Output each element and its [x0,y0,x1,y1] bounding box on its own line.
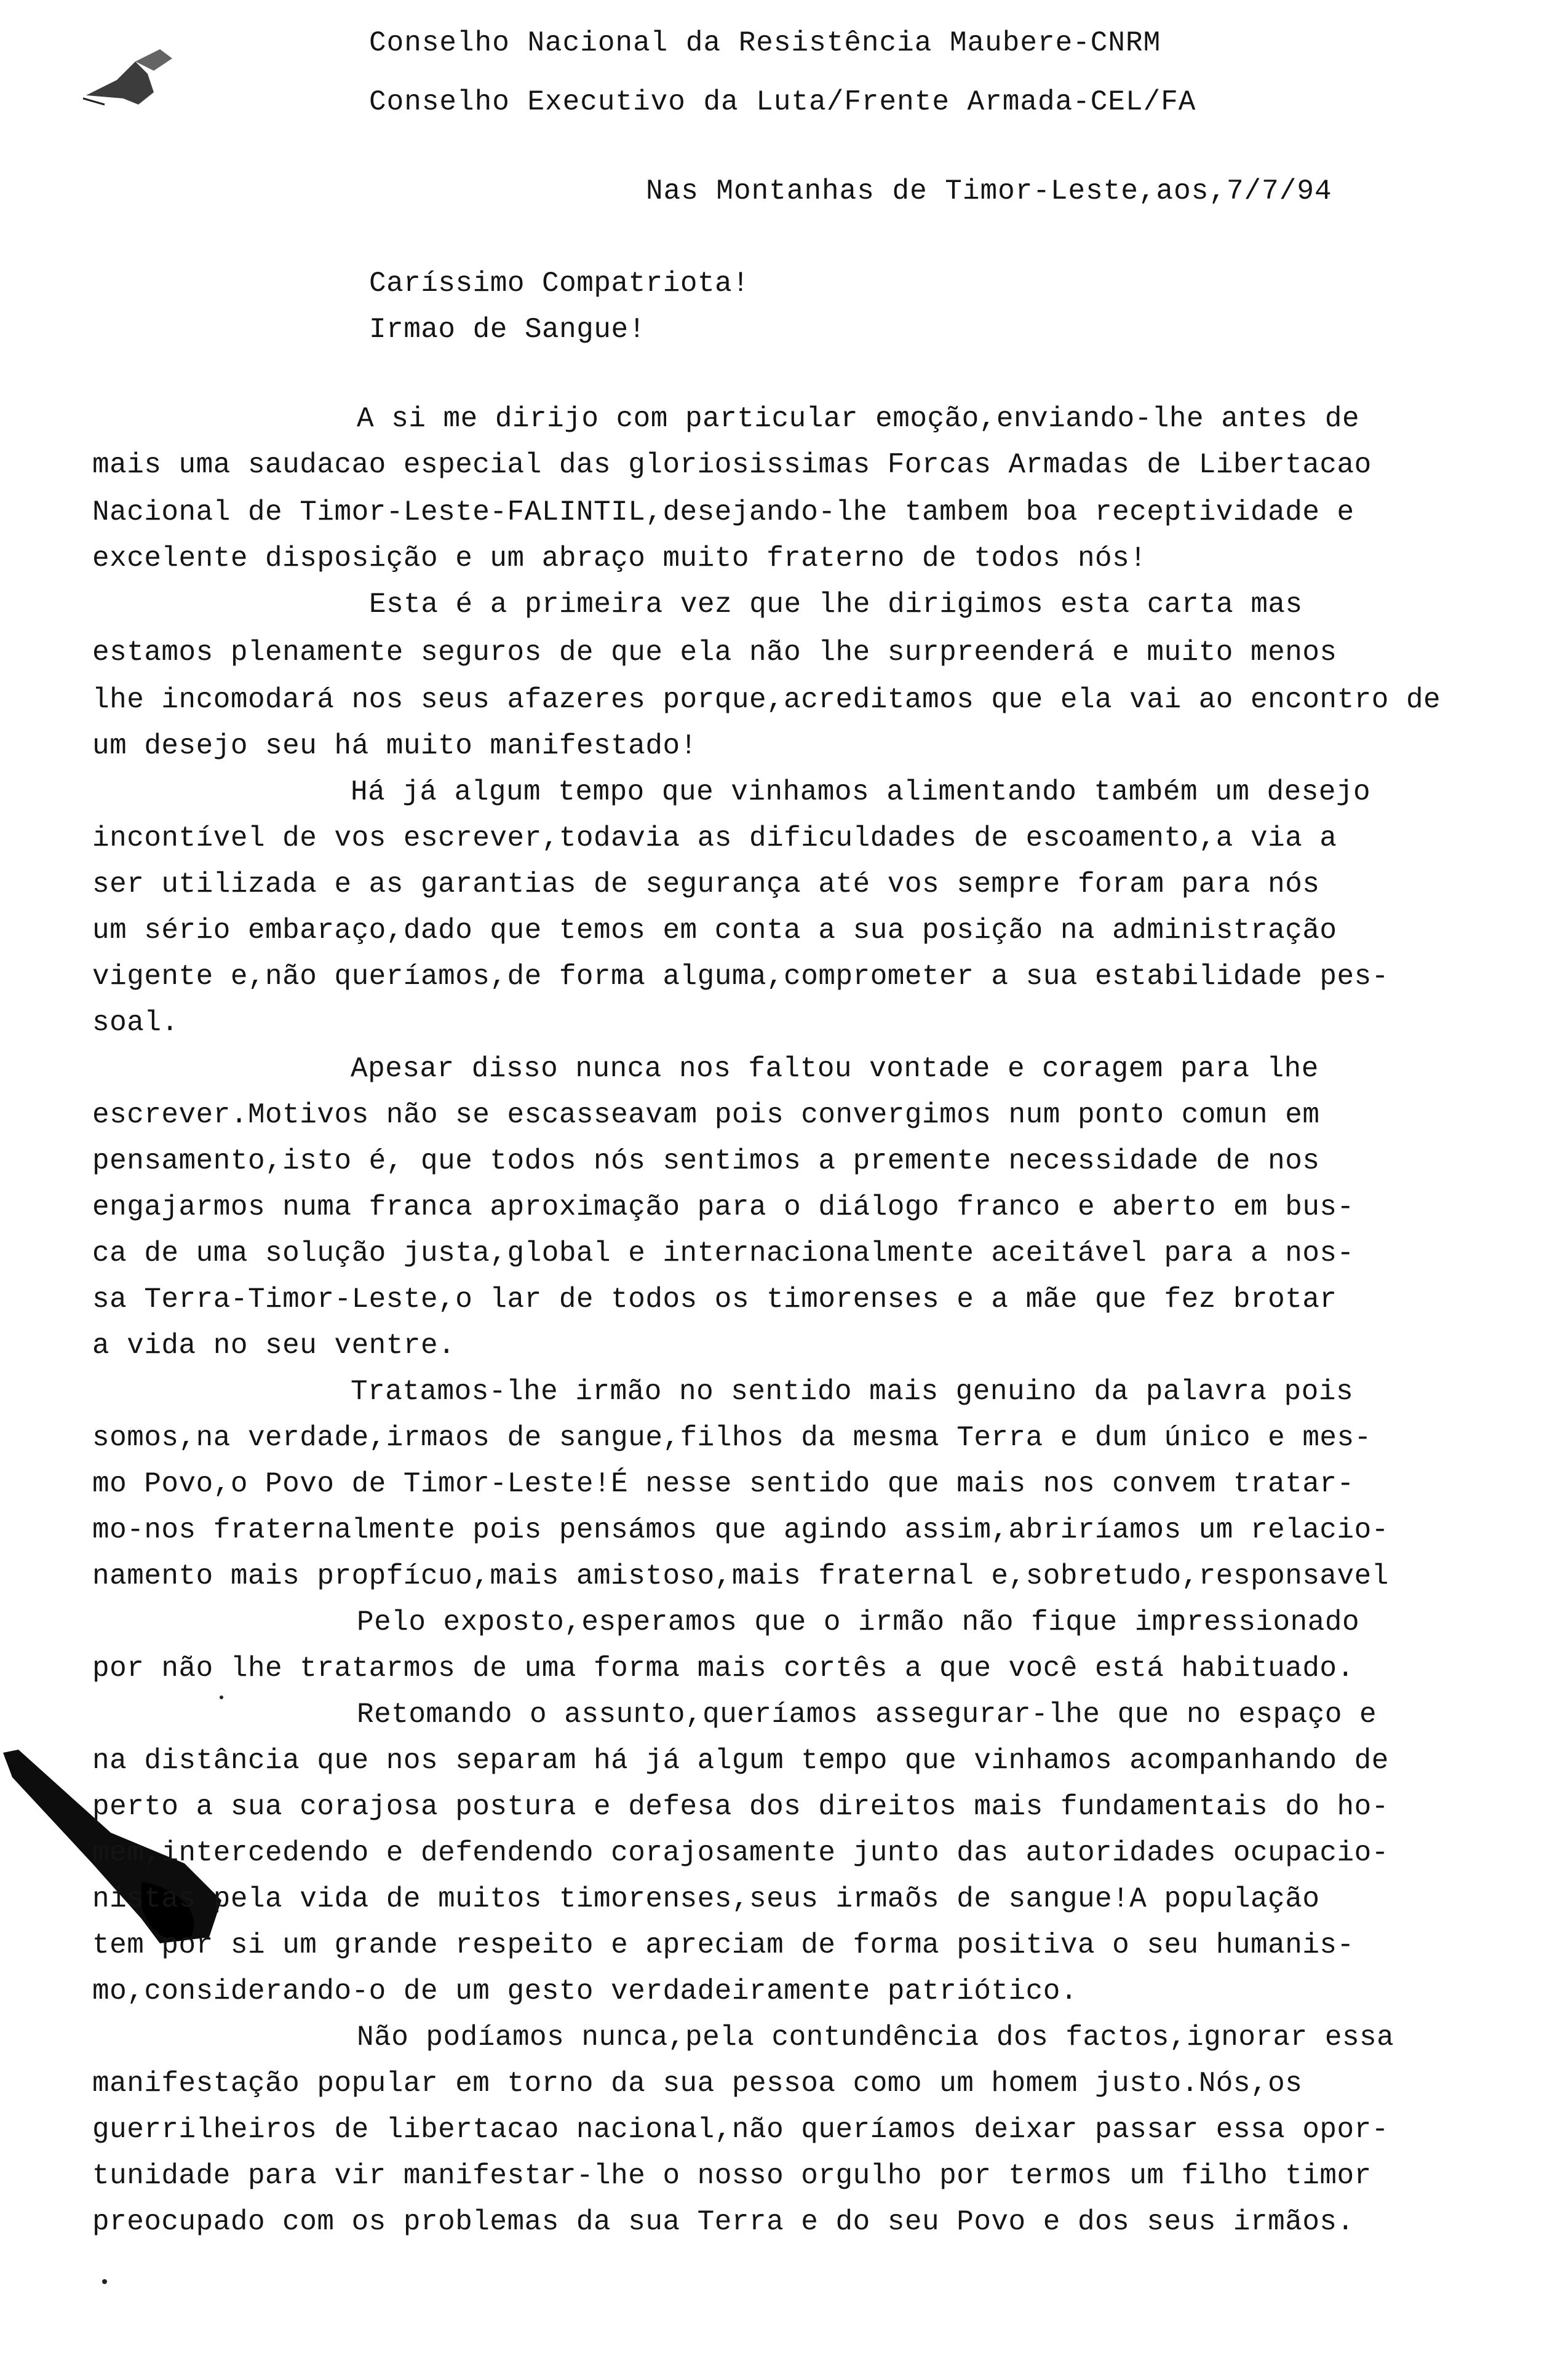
body-line: mo,considerando-o de um gesto verdadeiramente patriótico. [92,1975,1078,2007]
body-line: lhe incomodará nos seus afazeres porque,acreditamos que ela vai ao encontro de [92,684,1441,716]
body-line: escrever.Motivos não se escasseavam pois convergimos num ponto comun em [92,1099,1320,1131]
body-line: A si me dirijo com particular emoção,enviando-lhe antes de [357,403,1360,435]
salutation-line-1: Caríssimo Compatriota! [369,268,750,299]
body-line: Esta é a primeira vez que lhe dirigimos esta carta mas [369,589,1303,621]
header-line-cnrm: Conselho Nacional da Resistência Maubere-CNRM [369,27,1161,59]
ink-blot-top-left [80,37,191,117]
body-line: vigente e,não queríamos,de forma alguma,comprometer a sua estabilidade pes- [92,961,1389,993]
body-line: tunidade para vir manifestar-lhe o nosso orgulho por termos um filho timor [92,2160,1372,2192]
body-line: Há já algum tempo que vinhamos alimentando também um desejo [351,776,1371,808]
body-line: pensamento,isto é, que todos nós sentimos a premente necessidade de nos [92,1145,1320,1177]
body-line: por não lhe tratarmos de uma forma mais cortês a que você está habituado. [92,1652,1354,1684]
body-line: estamos plenamente seguros de que ela não lhe surpreenderá e muito menos [92,637,1337,668]
body-line: Nacional de Timor-Leste-FALINTIL,desejando-lhe tambem boa receptividade e [92,496,1354,528]
body-line: incontível de vos escrever,todavia as dificuldades de escoamento,a via a [92,822,1337,854]
body-line: excelente disposição e um abraço muito fraterno de todos nós! [92,542,1147,574]
body-line: tem por si um grande respeito e apreciam de forma positiva o seu humanis- [92,1929,1354,1961]
body-line: nistas pela vida de muitos timorenses,seus irmaõs de sangue!A população [92,1883,1320,1915]
stray-dot [98,2275,111,2288]
body-line: mais uma saudacao especial das gloriosissimas Forcas Armadas de Libertacao [92,449,1372,481]
body-line: soal. [92,1007,179,1039]
body-line: mo Povo,o Povo de Timor-Leste!É nesse sentido que mais nos convem tratar- [92,1468,1354,1500]
salutation-line-2: Irmao de Sangue! [369,314,646,346]
body-line: ser utilizada e as garantias de segurança até vos sempre foram para nós [92,868,1320,900]
body-line: guerrilheiros de libertacao nacional,não queríamos deixar passar essa opor- [92,2114,1389,2146]
body-line: Retomando o assunto,queríamos assegurar-lhe que no espaço e [357,1699,1377,1731]
body-line: engajarmos numa franca aproximação para o diálogo franco e aberto em bus- [92,1191,1354,1223]
body-line: um desejo seu há muito manifestado! [92,730,698,762]
body-line: preocupado com os problemas da sua Terra e do seu Povo e dos seus irmãos. [92,2206,1354,2238]
body-line: Tratamos-lhe irmão no sentido mais genuino da palavra pois [351,1376,1354,1408]
body-line: um sério embaraço,dado que temos em conta a sua posição na administração [92,914,1337,946]
place-date: Nas Montanhas de Timor-Leste,aos,7/7/94 [646,175,1332,207]
body-line: Pelo exposto,esperamos que o irmão não fique impressionado [357,1606,1360,1638]
body-line: mem,intercedendo e defendendo corajosamente junto das autoridades ocupacio- [92,1837,1389,1869]
body-line: Apesar disso nunca nos faltou vontade e coragem para lhe [351,1053,1319,1085]
body-line: Não podíamos nunca,pela contundência dos factos,ignorar essa [357,2021,1394,2053]
body-line: a vida no seu ventre. [92,1330,456,1362]
header-line-cel-fa: Conselho Executivo da Luta/Frente Armada-CEL/FA [369,86,1196,118]
body-line: mo-nos fraternalmente pois pensámos que agindo assim,abriríamos um relacio- [92,1514,1389,1546]
body-line: sa Terra-Timor-Leste,o lar de todos os timorenses e a mãe que fez brotar [92,1283,1337,1315]
body-line: na distância que nos separam há já algum tempo que vinhamos acompanhando de [92,1745,1389,1777]
stray-dot [215,1691,228,1704]
body-line: somos,na verdade,irmaos de sangue,filhos da mesma Terra e dum único e mes- [92,1422,1372,1454]
body-line: perto a sua corajosa postura e defesa dos direitos mais fundamentais do ho- [92,1791,1389,1823]
body-line: manifestação popular em torno da sua pessoa como um homem justo.Nós,os [92,2068,1303,2100]
body-line: ca de uma solução justa,global e internacionalmente aceitável para a nos- [92,1237,1354,1269]
body-line: namento mais propfícuo,mais amistoso,mais fraternal e,sobretudo,responsavel [92,1560,1389,1592]
